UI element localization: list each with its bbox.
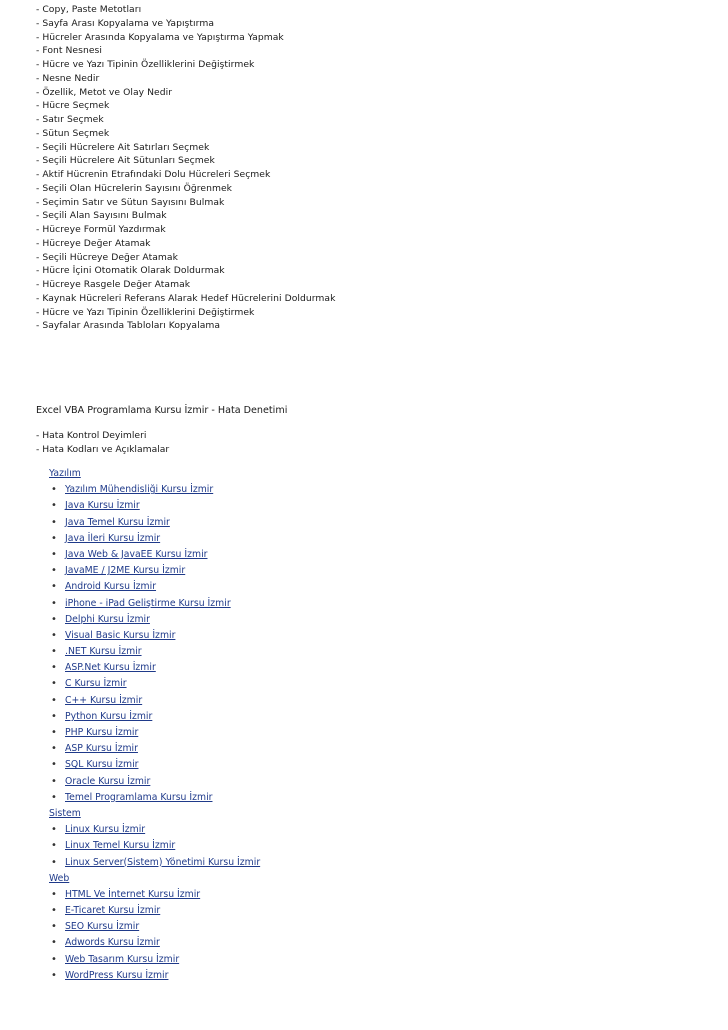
bullet-icon: • (51, 905, 57, 917)
course-list-item (49, 838, 260, 854)
course-list-item (49, 725, 260, 741)
course-list-item (49, 547, 260, 563)
topic-item: - Hücre İçini Otomatik Olarak Doldurmak (36, 265, 225, 277)
course-list-item (49, 790, 260, 806)
topic-item: - Hücreye Değer Atamak (36, 237, 151, 249)
topic-item: - Hücreler Arasında Kopyalama ve Yapıştırma Yapmak (36, 31, 284, 43)
error-handling-topic-list (36, 429, 169, 457)
course-list-item (49, 855, 260, 871)
course-list-item (49, 660, 260, 676)
bullet-icon: • (51, 646, 57, 658)
topic-item: - Seçili Olan Hücrelerin Sayısını Öğrenmek (36, 182, 233, 194)
course-list-item (49, 596, 260, 612)
topic-item: - Seçimin Satır ve Sütun Sayısını Bulmak (36, 196, 225, 208)
course-list-item (49, 952, 260, 968)
topic-item: - Seçili Hücrelere Ait Sütunları Seçmek (36, 155, 215, 167)
bullet-icon: • (51, 516, 57, 528)
bullet-icon: • (51, 678, 57, 690)
course-list-item (49, 531, 260, 547)
category-heading (49, 806, 260, 822)
bullet-icon: • (51, 613, 57, 625)
course-link[interactable]: ASP Kursu İzmir (65, 743, 138, 755)
topic-item: - Özellik, Metot ve Olay Nedir (36, 86, 173, 98)
category-link[interactable]: Web (49, 872, 70, 884)
course-link[interactable]: E-Ticaret Kursu İzmir (65, 905, 161, 917)
course-list-item (49, 774, 260, 790)
course-list-item (49, 579, 260, 595)
bullet-icon: • (51, 840, 57, 852)
category-heading (49, 871, 260, 887)
course-links-menu (49, 466, 260, 984)
course-link[interactable]: Linux Kursu İzmir (65, 824, 146, 836)
bullet-icon: • (51, 710, 57, 722)
topic-item: - Sayfalar Arasında Tabloları Kopyalama (36, 320, 221, 332)
bullet-icon: • (51, 791, 57, 803)
error-topic-item: - Hata Kontrol Deyimleri (36, 430, 147, 441)
bullet-icon: • (51, 953, 57, 965)
category-heading (49, 466, 260, 482)
course-link[interactable]: Web Tasarım Kursu İzmir (65, 953, 180, 965)
course-list-item (49, 757, 260, 773)
bullet-icon: • (51, 565, 57, 577)
category-link[interactable]: Yazılım (49, 468, 81, 479)
bullet-icon: • (51, 694, 57, 706)
bullet-icon: • (51, 775, 57, 787)
bullet-icon: • (51, 500, 57, 512)
course-link[interactable]: WordPress Kursu İzmir (65, 969, 169, 981)
topic-item: - Seçili Alan Sayısını Bulmak (36, 210, 167, 222)
course-list-item (49, 498, 260, 514)
course-link[interactable]: HTML Ve İnternet Kursu İzmir (65, 888, 201, 900)
course-list-item (49, 676, 260, 692)
course-link[interactable]: Oracle Kursu İzmir (65, 775, 151, 787)
course-link[interactable]: SQL Kursu İzmir (65, 759, 139, 771)
bullet-icon: • (51, 727, 57, 738)
course-link[interactable]: Java İleri Kursu İzmir (65, 532, 161, 544)
course-link[interactable]: ASP.Net Kursu İzmir (65, 662, 156, 674)
course-link[interactable]: Java Kursu İzmir (65, 500, 140, 512)
course-list-item (49, 741, 260, 757)
bullet-icon: • (51, 969, 57, 981)
course-list-item (49, 887, 260, 903)
course-link[interactable]: JavaME / J2ME Kursu İzmir (65, 565, 186, 577)
course-list-item (49, 935, 260, 951)
topic-item: - Copy, Paste Metotları (36, 4, 142, 15)
topic-item: - Aktif Hücrenin Etrafındaki Dolu Hücreleri Seçmek (36, 169, 271, 180)
course-list-item (49, 903, 260, 919)
course-link[interactable]: Linux Server(Sistem) Yönetimi Kursu İzmir (65, 856, 261, 868)
topic-item: - Hücreye Formül Yazdırmak (36, 224, 166, 235)
course-link[interactable]: Java Web & JavaEE Kursu İzmir (65, 548, 208, 560)
bullet-icon: • (51, 597, 57, 609)
bullet-icon: • (51, 629, 57, 641)
bullet-icon: • (51, 888, 57, 900)
course-list-item (49, 482, 260, 498)
topic-item: - Satır Seçmek (36, 114, 104, 125)
course-link[interactable]: Android Kursu İzmir (65, 581, 157, 593)
course-link[interactable]: Python Kursu İzmir (65, 710, 153, 722)
topic-item: - Sütun Seçmek (36, 127, 110, 139)
topic-item: - Nesne Nedir (36, 72, 100, 84)
topic-item: - Font Nesnesi (36, 45, 102, 57)
bullet-icon: • (51, 548, 57, 560)
section-title: Excel VBA Programlama Kursu İzmir - Hata Denetimi (36, 405, 288, 416)
course-list-item (49, 644, 260, 660)
bullet-icon: • (51, 662, 57, 674)
course-list-item (49, 563, 260, 579)
course-list-item (49, 968, 260, 984)
topic-item: - Seçili Hücreye Değer Atamak (36, 251, 178, 263)
course-link[interactable]: Java Temel Kursu İzmir (65, 516, 170, 528)
bullet-icon: • (51, 581, 57, 593)
course-list-item (49, 628, 260, 644)
bullet-icon: • (51, 532, 57, 544)
course-link[interactable]: .NET Kursu İzmir (65, 646, 142, 658)
course-list-item (49, 612, 260, 628)
topic-item: - Hücre ve Yazı Tipinin Özelliklerini Değiştirmek (36, 59, 255, 70)
topic-item: - Hücre Seçmek (36, 100, 110, 112)
bullet-icon: • (51, 743, 57, 755)
course-link[interactable]: PHP Kursu İzmir (65, 727, 139, 738)
topic-item: - Kaynak Hücreleri Referans Alarak Hedef Hücrelerini Doldurmak (36, 292, 336, 304)
course-link[interactable]: Adwords Kursu İzmir (65, 937, 160, 949)
course-link[interactable]: C Kursu İzmir (65, 678, 127, 690)
course-list-item (49, 515, 260, 531)
course-link[interactable]: Yazılım Mühendisliği Kursu İzmir (65, 484, 214, 496)
bullet-icon: • (51, 921, 57, 933)
course-link[interactable]: Delphi Kursu İzmir (65, 613, 150, 625)
course-link[interactable]: Visual Basic Kursu İzmir (65, 629, 176, 641)
bullet-icon: • (51, 856, 57, 868)
bullet-icon: • (51, 759, 57, 771)
course-link[interactable]: Temel Programlama Kursu İzmir (65, 791, 213, 803)
topic-item: - Sayfa Arası Kopyalama ve Yapıştırma (36, 17, 214, 29)
error-topic-item: - Hata Kodları ve Açıklamalar (36, 443, 170, 455)
course-link[interactable]: Linux Temel Kursu İzmir (65, 840, 176, 852)
bullet-icon: • (51, 937, 57, 949)
course-link[interactable]: iPhone - iPad Geliştirme Kursu İzmir (65, 597, 231, 609)
course-list-item (49, 693, 260, 709)
vba-topic-list (36, 3, 335, 333)
course-list-item (49, 919, 260, 935)
bullet-icon: • (51, 484, 57, 496)
topic-item: - Seçili Hücrelere Ait Satırları Seçmek (36, 141, 210, 153)
bullet-icon: • (51, 824, 57, 836)
course-link[interactable]: C++ Kursu İzmir (65, 694, 143, 706)
course-list-item (49, 709, 260, 725)
topic-item: - Hücre ve Yazı Tipinin Özelliklerini Değiştirmek (36, 306, 255, 318)
topic-item: - Hücreye Rasgele Değer Atamak (36, 279, 191, 290)
course-link[interactable]: SEO Kursu İzmir (65, 921, 140, 933)
course-list-item (49, 822, 260, 838)
category-link[interactable]: Sistem (49, 807, 81, 819)
